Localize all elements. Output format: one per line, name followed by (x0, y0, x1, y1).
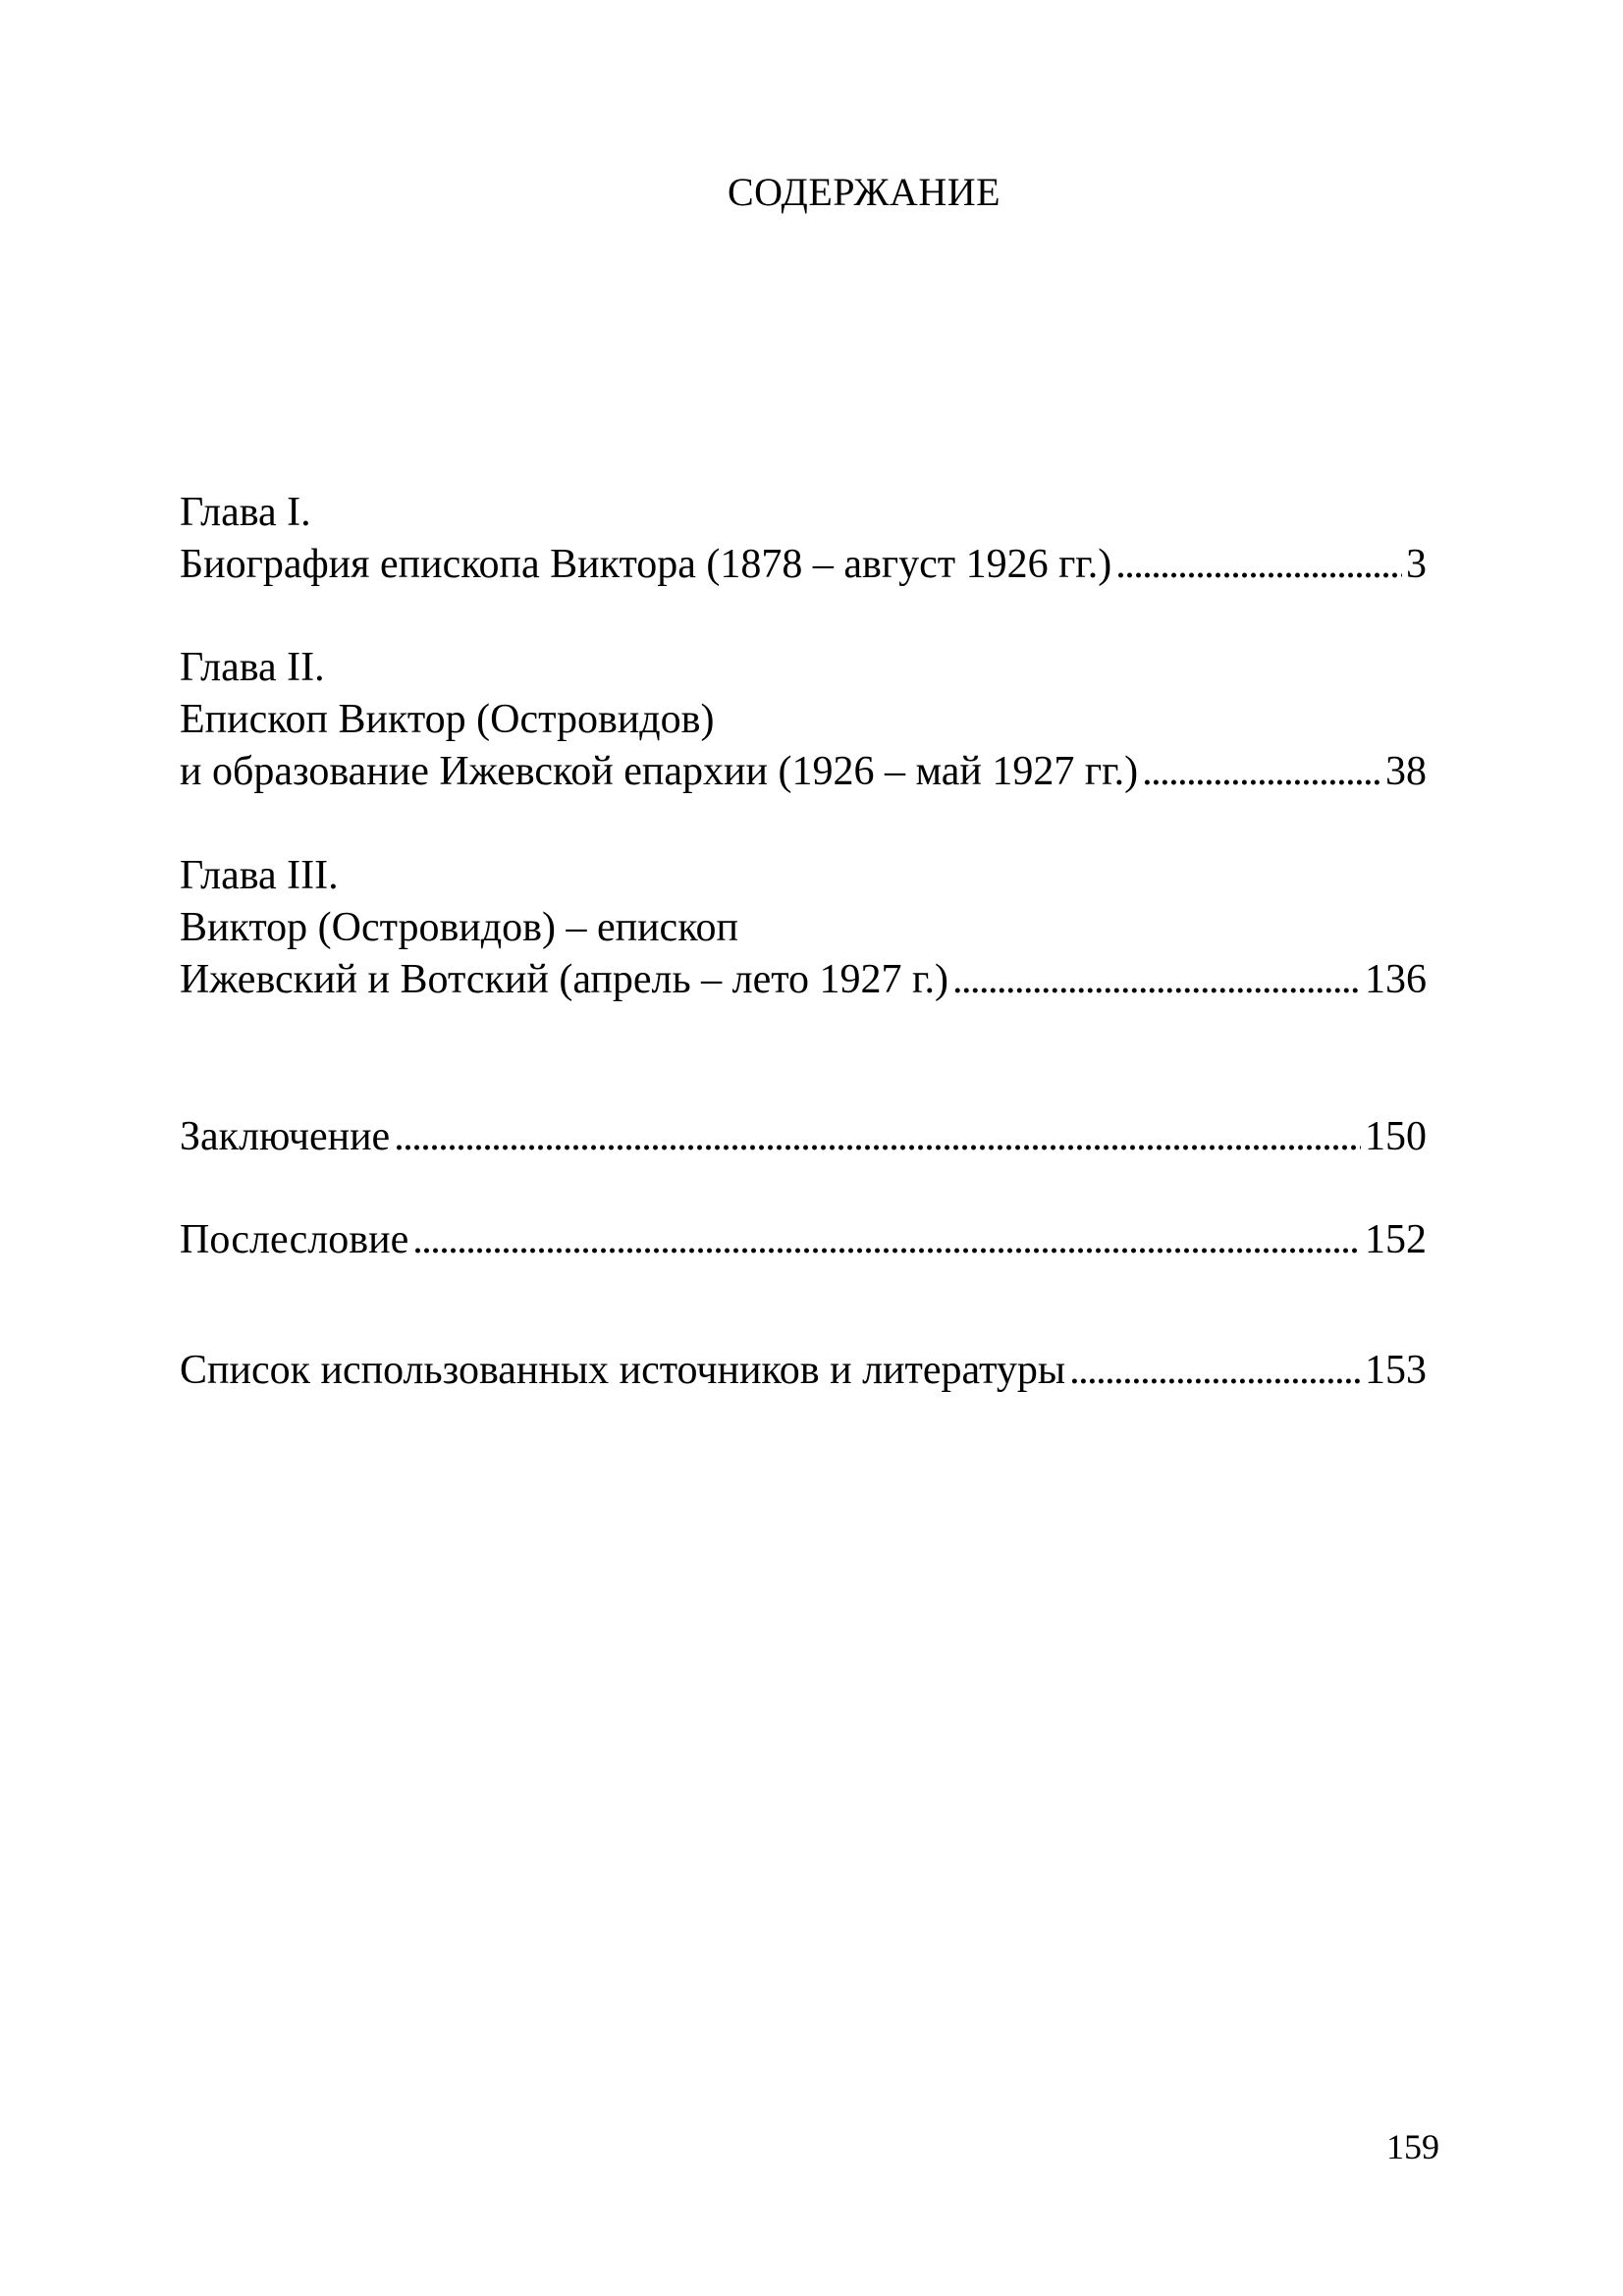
chapter-2-page: 38 (1385, 749, 1427, 794)
conclusion-label: Заключение (180, 1114, 391, 1159)
chapter-2-title-line-2: и образование Ижевской епархии (1926 – май 1927 гг.) (180, 749, 1139, 794)
dot-leader (1142, 746, 1381, 797)
conclusion-page: 150 (1365, 1114, 1427, 1159)
bibliography-page: 153 (1365, 1348, 1427, 1393)
page-title: СОДЕРЖАНИЕ (727, 170, 1001, 214)
chapter-1-entry[interactable] (180, 539, 1427, 590)
chapter-3-title-line-1: Виктор (Островидов) – епископ (180, 905, 738, 950)
dot-leader (394, 1111, 1361, 1162)
chapter-2-heading: Глава II. (180, 645, 325, 690)
dot-leader (1115, 539, 1402, 590)
chapter-1-title: Биография епископа Виктора (1878 – август 1926 гг.) (180, 542, 1112, 587)
bibliography-entry[interactable] (180, 1345, 1427, 1396)
dot-leader (412, 1214, 1361, 1265)
chapter-3-page: 136 (1365, 957, 1427, 1002)
chapter-2-title-line-1: Епископ Виктор (Островидов) (180, 697, 715, 742)
conclusion-entry[interactable] (180, 1111, 1427, 1162)
page-number: 159 (1386, 2127, 1439, 2166)
afterword-label: Послесловие (180, 1217, 409, 1262)
bibliography-label: Список использованных источников и литературы (180, 1348, 1066, 1393)
chapter-3-entry[interactable] (180, 954, 1427, 1005)
chapter-1-page: 3 (1406, 542, 1427, 587)
chapter-1-heading: Глава I. (180, 490, 311, 535)
dot-leader (1069, 1345, 1361, 1396)
dot-leader (952, 954, 1361, 1005)
chapter-3-heading: Глава III. (180, 853, 339, 898)
afterword-entry[interactable] (180, 1214, 1427, 1265)
chapter-2-entry[interactable] (180, 746, 1427, 797)
afterword-page: 152 (1365, 1217, 1427, 1262)
chapter-3-title-line-2: Ижевский и Вотский (апрель – лето 1927 г.) (180, 957, 949, 1002)
